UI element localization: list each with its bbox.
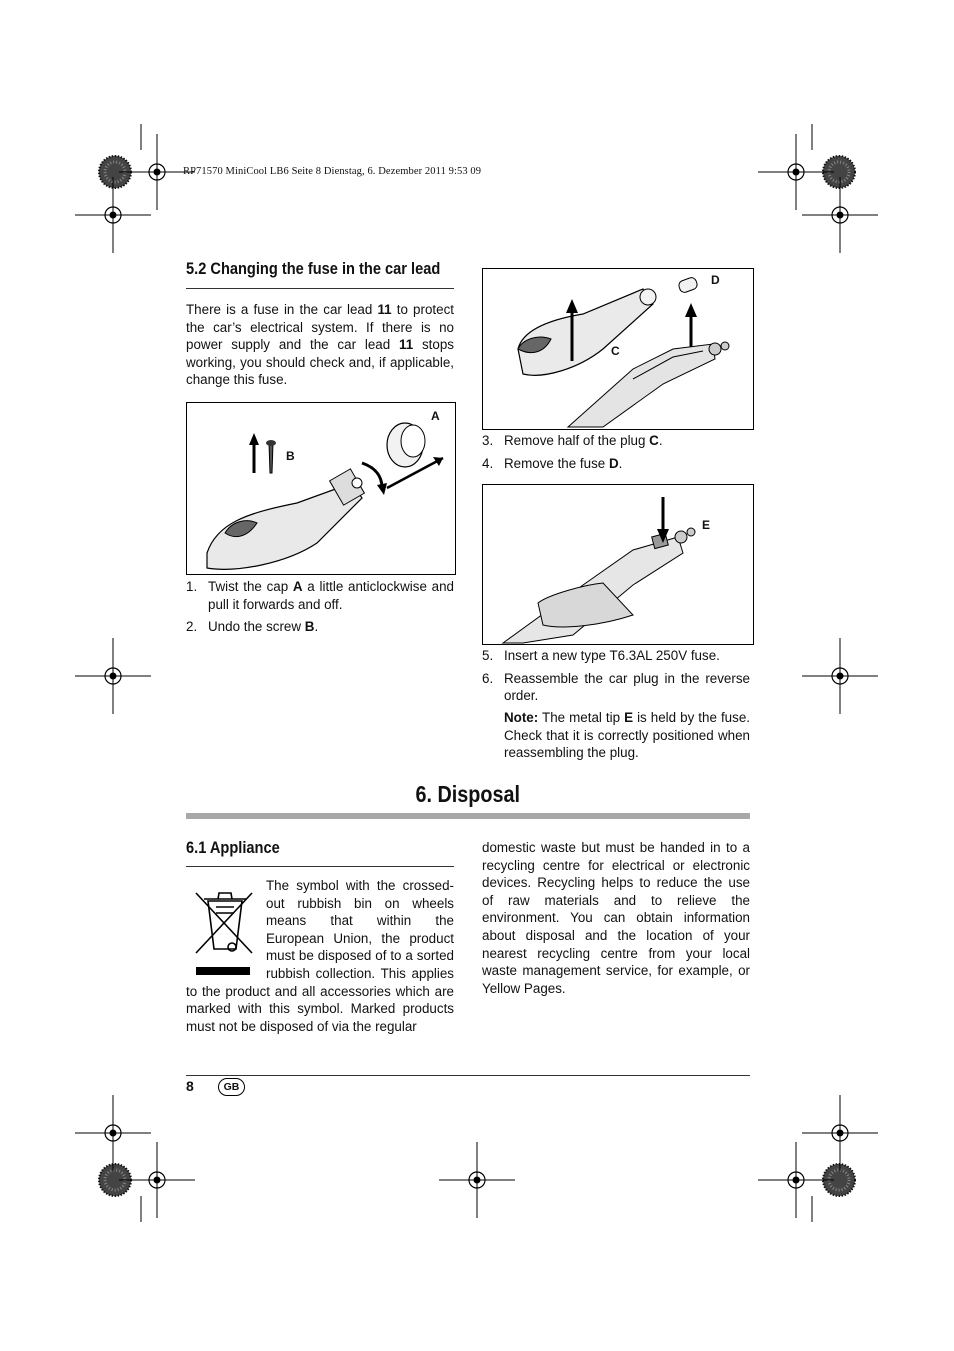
figure-fuse-insert (482, 484, 754, 645)
step-ref: A (292, 579, 303, 594)
step-text-end: . (618, 455, 623, 471)
step-text: Insert a new type T6.3AL 250V fuse. (504, 648, 720, 663)
figure-plug-half-removal (482, 268, 754, 430)
intro-ref-1: 11 (377, 302, 392, 317)
label-d: D (711, 273, 720, 287)
step-text: Remove the fuse (504, 455, 609, 471)
intro-ref-2: 11 (399, 337, 414, 353)
intro-text-1: There is a fuse in the car lead (186, 302, 378, 317)
car-plug-cap-illustration (187, 403, 455, 574)
step-2 (186, 618, 454, 636)
figure-cap-removal (186, 402, 456, 575)
intro-text-3: stops working, you should check and, if applicable, change this fuse. (186, 337, 454, 388)
step-4 (482, 455, 750, 473)
chapter-heading (186, 781, 750, 808)
step-5 (482, 647, 750, 665)
step-ref: B (304, 619, 315, 635)
steps-list-left (186, 578, 454, 641)
step-text: Undo the screw (208, 619, 305, 635)
disposal-text-right: domestic waste but must be handed in to a recycling centre for electrical or electronic devices. Recycling helps to reduce the use of raw materials and to relieve the environment. You can obtain information about disposal and the location of your nearest recycling centre from your local waste management service, for example, or Yellow Pages. (482, 840, 750, 996)
fuse-insert-illustration (483, 485, 753, 644)
step-text: Reassemble the car plug in the reverse order. (504, 670, 750, 704)
note-ref: E (624, 710, 634, 725)
footer-rule (186, 1075, 750, 1076)
steps-list-right-b (482, 647, 750, 710)
intro-paragraph (186, 301, 454, 389)
section-heading-6-1: 6.1 Appliance (186, 838, 280, 857)
step-text: Remove half of the plug (504, 433, 650, 448)
chapter-heading-text: 6. Disposal (415, 781, 521, 807)
step-number: 2. (186, 619, 198, 635)
step-3 (482, 432, 750, 450)
note-text-1: The metal tip (538, 710, 625, 725)
step-text-end: a little anticlockwise and pull it forwards and off. (208, 579, 454, 612)
step-number: 3. (482, 433, 494, 448)
disposal-text-left-content: The symbol with the crossed-out rubbish bin on wheels means that within the European Union, the product must be disposed of to a sorted rubbish collection. This applies to the product and all accessories which are marked with this symbol. Marked products must not be disposed of via the regular (186, 878, 454, 1034)
step-text: Twist the cap (208, 579, 293, 594)
step-ref: C (649, 433, 659, 448)
step-number: 5. (482, 648, 494, 663)
note-paragraph (504, 709, 750, 762)
heading-rule (186, 288, 454, 289)
label-e: E (702, 518, 711, 532)
step-number: 4. (482, 455, 494, 471)
intro-text-2: to protect the car’s electrical system. If there is no power supply and the car lead (186, 302, 454, 353)
page-number: 8 (186, 1078, 194, 1094)
country-badge: GB (218, 1078, 245, 1096)
step-1 (186, 578, 454, 613)
step-ref: D (608, 455, 619, 471)
step-number: 1. (186, 579, 198, 594)
label-c: C (611, 344, 620, 358)
step-number: 6. (482, 670, 494, 686)
note-label: Note: (504, 710, 539, 725)
print-slug: RP71570 MiniCool LB6 Seite 8 Dienstag, 6. Dezember 2011 9:53 09 (183, 166, 482, 177)
step-text-end: . (314, 619, 319, 635)
step-text-end: . (658, 433, 663, 448)
label-b: B (286, 449, 295, 463)
crossed-out-bin-icon (186, 879, 258, 975)
section-heading-5-2: 5.2 Changing the fuse in the car lead (186, 259, 441, 278)
label-a: A (431, 409, 440, 423)
step-6 (482, 670, 750, 705)
steps-list-right-a (482, 432, 750, 477)
note-text-2: is held by the fuse. Check that it is correctly positioned when reassembling the plug. (504, 710, 750, 761)
chapter-bar (186, 813, 750, 819)
heading-rule (186, 866, 454, 867)
disposal-text-left (186, 877, 454, 1035)
